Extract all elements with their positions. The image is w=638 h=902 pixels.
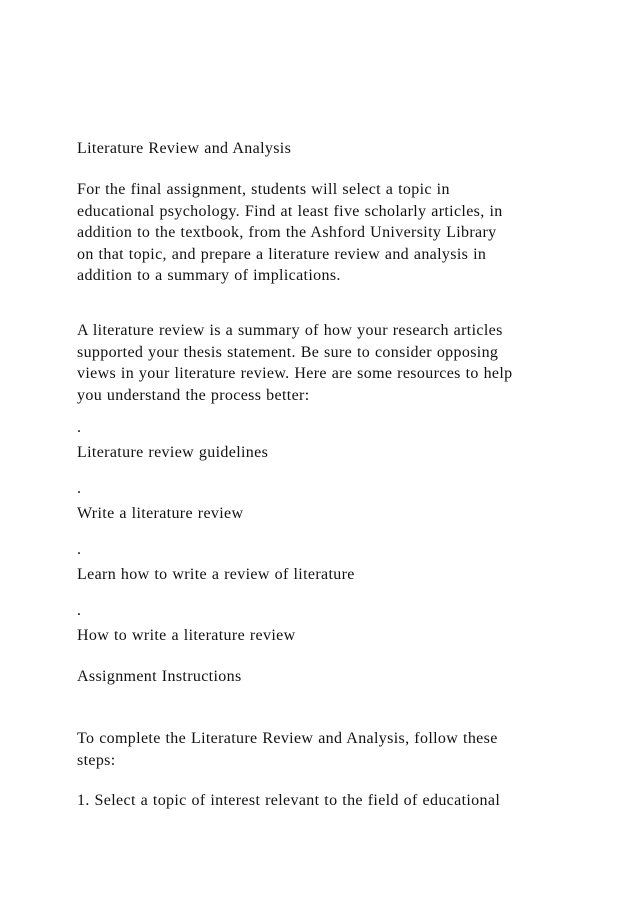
intro-line-2: educational psychology. Find at least five scholarly articles, in xyxy=(77,202,503,220)
review-line-4: you understand the process better: xyxy=(77,386,310,404)
intro-line-5: addition to a summary of implications. xyxy=(77,267,341,285)
resource-bullet-3: . xyxy=(77,541,82,558)
resource-bullet-2: . xyxy=(77,480,82,497)
steps-intro-line-1: To complete the Literature Review and Analysis, follow these xyxy=(77,730,498,747)
resource-link-3: Learn how to write a review of literature xyxy=(77,566,355,583)
instructions-heading: Assignment Instructions xyxy=(77,668,242,685)
resource-bullet-1: . xyxy=(77,419,82,436)
resource-bullet-4: . xyxy=(77,602,82,619)
step-1-text: 1. Select a topic of interest relevant to the field of educational xyxy=(77,792,501,809)
review-line-2: supported your thesis statement. Be sure to consider opposing xyxy=(77,343,499,361)
review-line-3: views in your literature review. Here are some resources to help xyxy=(77,365,513,383)
intro-line-1: For the final assignment, students will select a topic in xyxy=(77,181,450,198)
review-line-1: A literature review is a summary of how your research articles xyxy=(77,322,503,339)
intro-line-4: on that topic, and prepare a literature review and analysis in xyxy=(77,245,487,263)
document-title: Literature Review and Analysis xyxy=(77,140,292,157)
resource-link-2: Write a literature review xyxy=(77,505,244,522)
resource-link-1: Literature review guidelines xyxy=(77,444,269,461)
resource-link-4: How to write a literature review xyxy=(77,627,296,644)
intro-line-3: addition to the textbook, from the Ashford University Library xyxy=(77,224,497,242)
steps-intro-line-2: steps: xyxy=(77,751,116,769)
